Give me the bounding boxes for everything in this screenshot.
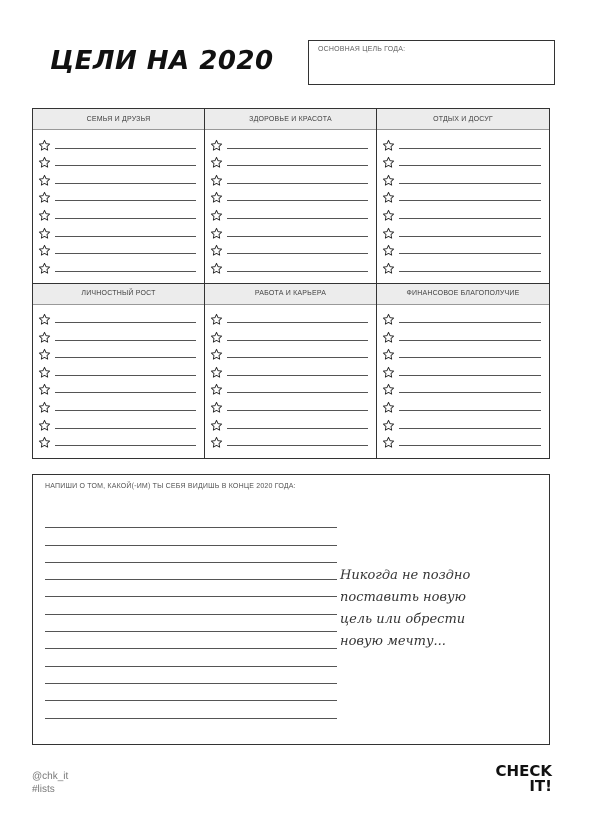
notes-line[interactable] xyxy=(45,511,337,528)
star-outline-icon[interactable] xyxy=(210,156,223,169)
notes-label: НАПИШИ О ТОМ, КАКОЙ(-ИМ) ТЫ СЕБЯ ВИДИШЬ В КОНЦЕ 2020 ГОДА: xyxy=(45,483,296,490)
goal-row[interactable] xyxy=(382,152,541,170)
goal-row[interactable] xyxy=(38,432,196,450)
quote-line: поставить новую xyxy=(340,590,466,605)
star-outline-icon[interactable] xyxy=(382,262,395,275)
category-header: ОТДЫХ И ДОСУГ xyxy=(377,109,549,130)
star-outline-icon[interactable] xyxy=(382,191,395,204)
goal-line[interactable] xyxy=(227,410,368,411)
goal-line[interactable] xyxy=(399,200,541,201)
goal-line[interactable] xyxy=(399,183,541,184)
handle-text: @chk_it xyxy=(32,771,69,782)
star-outline-icon[interactable] xyxy=(38,436,51,449)
star-outline-icon[interactable] xyxy=(382,401,395,414)
star-outline-icon[interactable] xyxy=(210,401,223,414)
star-outline-icon[interactable] xyxy=(38,139,51,152)
quote-line: новую мечту... xyxy=(340,634,446,649)
goal-line[interactable] xyxy=(55,357,196,358)
goal-line[interactable] xyxy=(55,236,196,237)
star-outline-icon[interactable] xyxy=(210,419,223,432)
goal-row[interactable] xyxy=(38,187,196,205)
goal-line[interactable] xyxy=(399,271,541,272)
main-goal-box[interactable] xyxy=(308,40,555,85)
star-outline-icon[interactable] xyxy=(382,227,395,240)
goal-row[interactable] xyxy=(210,257,368,275)
star-outline-icon[interactable] xyxy=(210,366,223,379)
star-outline-icon[interactable] xyxy=(382,244,395,257)
notes-line[interactable] xyxy=(45,528,337,545)
goal-line[interactable] xyxy=(399,375,541,376)
goal-row[interactable] xyxy=(382,414,541,432)
category-header: ЛИЧНОСТНЫЙ РОСТ xyxy=(33,284,204,305)
hashtag-text: #lists xyxy=(32,784,55,795)
star-outline-icon[interactable] xyxy=(382,436,395,449)
goal-line[interactable] xyxy=(55,340,196,341)
goal-line[interactable] xyxy=(55,392,196,393)
star-outline-icon[interactable] xyxy=(38,244,51,257)
goal-line[interactable] xyxy=(55,271,196,272)
star-outline-icon[interactable] xyxy=(210,436,223,449)
star-outline-icon[interactable] xyxy=(382,383,395,396)
goal-line[interactable] xyxy=(227,357,368,358)
star-outline-icon[interactable] xyxy=(382,348,395,361)
goal-line[interactable] xyxy=(55,428,196,429)
goal-line[interactable] xyxy=(399,148,541,149)
goal-line[interactable] xyxy=(399,253,541,254)
goal-row[interactable] xyxy=(382,361,541,379)
goal-row[interactable] xyxy=(210,344,368,362)
goal-line[interactable] xyxy=(399,218,541,219)
category-header: ЗДОРОВЬЕ И КРАСОТА xyxy=(205,109,376,130)
goal-row[interactable] xyxy=(382,309,541,327)
category-cell xyxy=(377,109,549,284)
star-outline-icon[interactable] xyxy=(210,191,223,204)
star-outline-icon[interactable] xyxy=(38,227,51,240)
goal-row[interactable] xyxy=(382,257,541,275)
goal-line[interactable] xyxy=(227,340,368,341)
goal-line[interactable] xyxy=(227,392,368,393)
star-outline-icon[interactable] xyxy=(210,331,223,344)
goal-row[interactable] xyxy=(38,134,196,152)
goal-row[interactable] xyxy=(210,361,368,379)
goal-row[interactable] xyxy=(382,432,541,450)
goal-line[interactable] xyxy=(227,200,368,201)
goal-line[interactable] xyxy=(55,375,196,376)
goal-row[interactable] xyxy=(382,379,541,397)
logo-line-2: IT! xyxy=(529,777,552,795)
star-outline-icon[interactable] xyxy=(210,174,223,187)
category-cell xyxy=(205,284,377,459)
goal-row[interactable] xyxy=(210,326,368,344)
goal-line[interactable] xyxy=(55,410,196,411)
goal-row[interactable] xyxy=(210,379,368,397)
goal-row[interactable] xyxy=(210,152,368,170)
goal-line[interactable] xyxy=(55,322,196,323)
goal-row[interactable] xyxy=(38,414,196,432)
goal-row[interactable] xyxy=(382,326,541,344)
notes-line[interactable] xyxy=(45,546,337,563)
goal-row[interactable] xyxy=(210,134,368,152)
goals-grid xyxy=(32,108,550,459)
notes-line[interactable] xyxy=(45,701,337,718)
goal-row[interactable] xyxy=(38,240,196,258)
notes-lines xyxy=(45,511,337,719)
goal-row[interactable] xyxy=(382,222,541,240)
goal-row[interactable] xyxy=(382,344,541,362)
goal-line[interactable] xyxy=(55,165,196,166)
star-outline-icon[interactable] xyxy=(382,313,395,326)
star-outline-icon[interactable] xyxy=(38,209,51,222)
goal-row[interactable] xyxy=(382,240,541,258)
goal-line[interactable] xyxy=(227,218,368,219)
notes-line[interactable] xyxy=(45,615,337,632)
star-outline-icon[interactable] xyxy=(210,244,223,257)
goal-row[interactable] xyxy=(382,204,541,222)
goal-row[interactable] xyxy=(38,309,196,327)
goal-row[interactable] xyxy=(382,169,541,187)
goal-row[interactable] xyxy=(38,152,196,170)
goal-line[interactable] xyxy=(55,218,196,219)
goal-row[interactable] xyxy=(210,396,368,414)
quote xyxy=(340,565,510,653)
star-outline-icon[interactable] xyxy=(382,156,395,169)
goal-line[interactable] xyxy=(227,271,368,272)
goal-row[interactable] xyxy=(210,309,368,327)
goal-row[interactable] xyxy=(38,204,196,222)
star-outline-icon[interactable] xyxy=(38,383,51,396)
goal-line[interactable] xyxy=(55,148,196,149)
star-outline-icon[interactable] xyxy=(38,401,51,414)
category-cell xyxy=(377,284,549,459)
page-title: ЦЕЛИ НА 2020 xyxy=(50,46,274,76)
category-header: РАБОТА И КАРЬЕРА xyxy=(205,284,376,305)
goal-row[interactable] xyxy=(38,361,196,379)
main-goal-label: ОСНОВНАЯ ЦЕЛЬ ГОДА: xyxy=(318,46,406,53)
goal-line[interactable] xyxy=(399,165,541,166)
goal-line[interactable] xyxy=(55,445,196,446)
goal-line[interactable] xyxy=(227,253,368,254)
category-header: СЕМЬЯ И ДРУЗЬЯ xyxy=(33,109,204,130)
goal-line[interactable] xyxy=(399,428,541,429)
category-cell xyxy=(33,109,205,284)
goal-line[interactable] xyxy=(55,200,196,201)
notes-line[interactable] xyxy=(45,597,337,614)
notes-line[interactable] xyxy=(45,563,337,580)
goal-line[interactable] xyxy=(227,148,368,149)
goal-line[interactable] xyxy=(227,165,368,166)
star-outline-icon[interactable] xyxy=(210,227,223,240)
category-cell xyxy=(205,109,377,284)
goal-row[interactable] xyxy=(382,396,541,414)
brand-logo xyxy=(470,764,552,794)
goal-row[interactable] xyxy=(38,344,196,362)
goal-line[interactable] xyxy=(399,410,541,411)
goal-line[interactable] xyxy=(227,322,368,323)
goal-row[interactable] xyxy=(38,257,196,275)
goal-row[interactable] xyxy=(210,187,368,205)
goal-line[interactable] xyxy=(399,357,541,358)
goal-row[interactable] xyxy=(38,222,196,240)
star-outline-icon[interactable] xyxy=(38,174,51,187)
star-outline-icon[interactable] xyxy=(382,331,395,344)
notes-line[interactable] xyxy=(45,667,337,684)
star-outline-icon[interactable] xyxy=(210,209,223,222)
goal-line[interactable] xyxy=(227,445,368,446)
star-outline-icon[interactable] xyxy=(38,366,51,379)
star-outline-icon[interactable] xyxy=(38,348,51,361)
goal-line[interactable] xyxy=(227,428,368,429)
star-outline-icon[interactable] xyxy=(38,313,51,326)
goal-line[interactable] xyxy=(399,445,541,446)
goal-row[interactable] xyxy=(210,414,368,432)
notes-line[interactable] xyxy=(45,632,337,649)
star-outline-icon[interactable] xyxy=(210,139,223,152)
star-outline-icon[interactable] xyxy=(382,209,395,222)
star-outline-icon[interactable] xyxy=(210,383,223,396)
goal-line[interactable] xyxy=(399,392,541,393)
goal-row[interactable] xyxy=(38,169,196,187)
notes-line[interactable] xyxy=(45,580,337,597)
star-outline-icon[interactable] xyxy=(38,156,51,169)
star-outline-icon[interactable] xyxy=(382,174,395,187)
goal-row[interactable] xyxy=(210,169,368,187)
star-outline-icon[interactable] xyxy=(382,419,395,432)
goal-row[interactable] xyxy=(38,396,196,414)
goal-line[interactable] xyxy=(399,322,541,323)
star-outline-icon[interactable] xyxy=(210,313,223,326)
quote-line: цель или обрести xyxy=(340,612,466,627)
star-outline-icon[interactable] xyxy=(38,419,51,432)
goal-row[interactable] xyxy=(210,222,368,240)
star-outline-icon[interactable] xyxy=(210,262,223,275)
star-outline-icon[interactable] xyxy=(38,331,51,344)
star-outline-icon[interactable] xyxy=(210,348,223,361)
goal-line[interactable] xyxy=(399,340,541,341)
star-outline-icon[interactable] xyxy=(38,262,51,275)
goal-line[interactable] xyxy=(55,183,196,184)
goal-line[interactable] xyxy=(227,375,368,376)
goal-line[interactable] xyxy=(227,183,368,184)
goal-row[interactable] xyxy=(382,187,541,205)
star-outline-icon[interactable] xyxy=(38,191,51,204)
notes-line[interactable] xyxy=(45,684,337,701)
goal-row[interactable] xyxy=(210,432,368,450)
goal-row[interactable] xyxy=(382,134,541,152)
footer-handle xyxy=(32,770,68,796)
quote-line: Никогда не поздно xyxy=(340,568,471,583)
goal-row[interactable] xyxy=(38,326,196,344)
goal-row[interactable] xyxy=(210,240,368,258)
goal-line[interactable] xyxy=(227,236,368,237)
star-outline-icon[interactable] xyxy=(382,366,395,379)
logo-line-1: CHECK xyxy=(495,762,552,780)
goal-row[interactable] xyxy=(210,204,368,222)
category-cell xyxy=(33,284,205,459)
goal-line[interactable] xyxy=(399,236,541,237)
category-header: ФИНАНСОВОЕ БЛАГОПОЛУЧИЕ xyxy=(377,284,549,305)
notes-line[interactable] xyxy=(45,649,337,666)
goal-row[interactable] xyxy=(38,379,196,397)
goal-line[interactable] xyxy=(55,253,196,254)
star-outline-icon[interactable] xyxy=(382,139,395,152)
